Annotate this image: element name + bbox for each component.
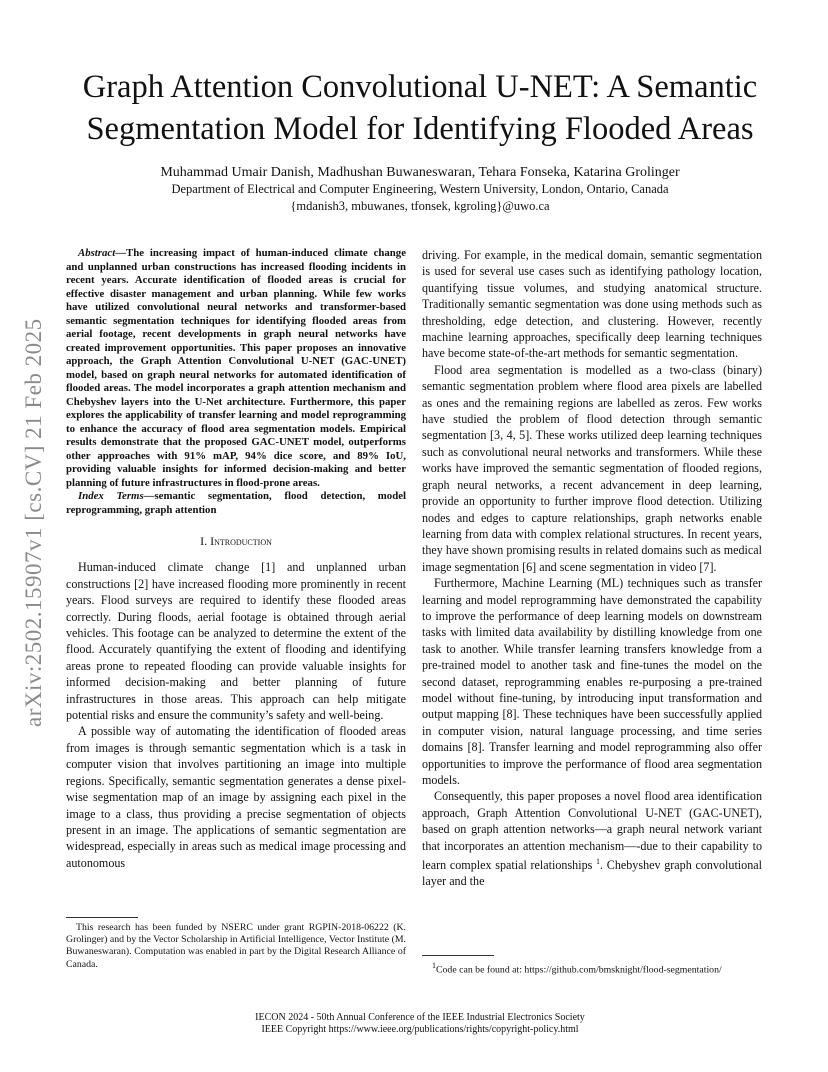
intro-paragraph-3: Flood area segmentation is modelled as a two-class (binary) semantic segmentation problem where flood area pixels are labelled as ones and the remaining regions are labelled as zeros. Few works have studied the problem of flood detection through semantic segmentation [3, 4, 5]. These works utilized deep learning techniques such as convolutional neural networks and transformers. While these works have improved the semantic segmentation of flooded regions, graph neural networks, a recent advancement in deep learning, provide an opportunity to further improve flood detection. Utilizing nodes and edges to capture relationships, graph networks enable learning from data with complex relational structures. In recent years, they have shown promising results in related domains such as medical image segmentation [6] and scene segmentation in video [7]. [422,362,762,574]
code-footnote-divider [422,955,494,956]
footnote-divider [66,917,138,918]
author-emails: {mdanish3, mbuwanes, tfonsek, kgroling}@uwo.ca [290,199,550,213]
code-footnote-marker: 1 [432,961,436,970]
index-terms-label: Index Terms [78,490,144,502]
copyright-line: IEEE Copyright https://www.ieee.org/publications/rights/copyright-policy.html [261,1024,579,1035]
conference-notice [60,1012,780,1036]
code-footnote [422,960,762,976]
intro-paragraph-5 [422,788,762,889]
intro-paragraph-1: Human-induced climate change [1] and unplanned urban constructions [2] have increased flooding more prominently in recent years. Flood surveys are required to identify these flooded areas correctly. During floods, aerial footage is obtained through aerial vehicles. This footage can be analyzed to determine the extent of the flood. Accurately quantifying the extent of flooding and identifying areas prone to repeated flooding can provide valuable insights for informed decision-making and better planning of future infrastructures in those areas. This approach can help mitigate potential risks and ensure the community’s safety and well-being. [66,560,406,723]
author-list: Muhammad Umair Danish, Madhushan Buwaneswaran, Tehara Fonseka, Katarina Grolinger [160,165,680,180]
paper-title: Graph Attention Convolutional U-NET: A Semantic Segmentation Model for Identifying Flooded Areas [82,69,758,147]
left-column [66,247,406,871]
intro-paragraph-5-text: Consequently, this paper proposes a novel flood area identification approach, Graph Attention Convolutional U-NET (GAC-UNET), based on graph attention networks—a graph neural network variant that incorporates an attention mechanism—-due to their capability to learn complex spatial relationships [422,789,762,873]
funding-footnote: This research has been funded by NSERC under grant RGPIN-2018-06222 (K. Grolinger) and by the Vector Scholarship in Artificial Intelligence, Vector Institute (M. Buwaneswaran). Computation was enabled in part by the Digital Research Alliance of Canada. [66,922,406,970]
code-footnote-text: Code can be found at: https://github.com/bmsknight/flood-segmentation/ [436,964,722,976]
arxiv-identifier: arXiv:2502.15907v1 [cs.CV] 21 Feb 2025 [21,318,46,728]
index-terms-text: —semantic segmentation, flood detection, model reprogramming, graph attention [66,490,406,516]
intro-paragraph-2-cont: driving. For example, in the medical domain, semantic segmentation is used for several use cases such as identifying pathology location, quantifying tissue volumes, and studying anatomical structure. Traditionally semantic segmentation was done using methods such as thresholding, edge detection, and clustering. However, recently machine learning approaches, specifically deep learning techniques have become state-of-the-art methods for semantic segmentation. [422,248,762,361]
intro-paragraph-4: Furthermore, Machine Learning (ML) techniques such as transfer learning and model reprogramming have demonstrated the capability to improve the performance of deep learning models on downstream tasks with limited data availability by distilling knowledge from one task to another. While transfer learning transfers knowledge from a pre-trained model to another task and fine-tunes the model on the second dataset, reprogramming enables re-purposing a pre-trained model without fine-tuning, by introducing input transformation and output mapping [8]. These techniques have been successfully applied in computer vision, natural language processing, and time series domains [8]. Transfer learning and model reprogramming also offer opportunities to improve the performance of flood area segmentation models. [422,576,762,787]
abstract [66,247,406,490]
intro-paragraph-5-tail: . Chebyshev graph convolutional layer and the [422,858,762,889]
section-heading-introduction: I. Introduction [200,534,272,548]
footnote-marker: 1 [596,857,601,867]
abstract-text: —The increasing impact of human-induced climate change and unplanned urban constructions has increased flooding incidents in recent years. Accurate identification of flooded areas is crucial for effective disaster management and urban planning. While few works have utilized convolutional neural networks and transformer-based semantic segmentation techniques for identifying flooded areas from aerial footage, recent developments in graph neural networks have created improvement opportunities. This paper proposes an innovative approach, the Graph Attention Convolutional U-NET (GAC-UNET) model, based on graph neural networks for automated identification of flooded areas. The model incorporates a graph attention mechanism and Chebyshev layers into the U-Net architecture. Furthermore, this paper explores the applicability of transfer learning and model reprogramming to enhance the accuracy of flood area segmentation models. Empirical results demonstrate that the proposed GAC-UNET model, outperforms other approaches with 91% mAP, 94% dice score, and 89% IoU, providing valuable insights for informed decision-making and better planning of future infrastructures in flood-prone areas. [66,247,406,489]
right-column [422,247,762,890]
abstract-label: Abstract [78,247,116,259]
conference-line: IECON 2024 - 50th Annual Conference of the IEEE Industrial Electronics Society [255,1012,585,1023]
index-terms [66,490,406,517]
affiliation: Department of Electrical and Computer Engineering, Western University, London, Ontario, Canada [171,182,669,196]
intro-paragraph-2: A possible way of automating the identification of flooded areas from images is through semantic segmentation which is a task in computer vision that involves partitioning an image into multiple regions. Specifically, semantic segmentation generates a dense pixel-wise segmentation map of an image by assigning each pixel in the image to a class, thus providing a precise segmentation of objects present in an image. The applications of semantic segmentation are widespread, especially in areas such as medical image processing and autonomous [66,724,406,870]
